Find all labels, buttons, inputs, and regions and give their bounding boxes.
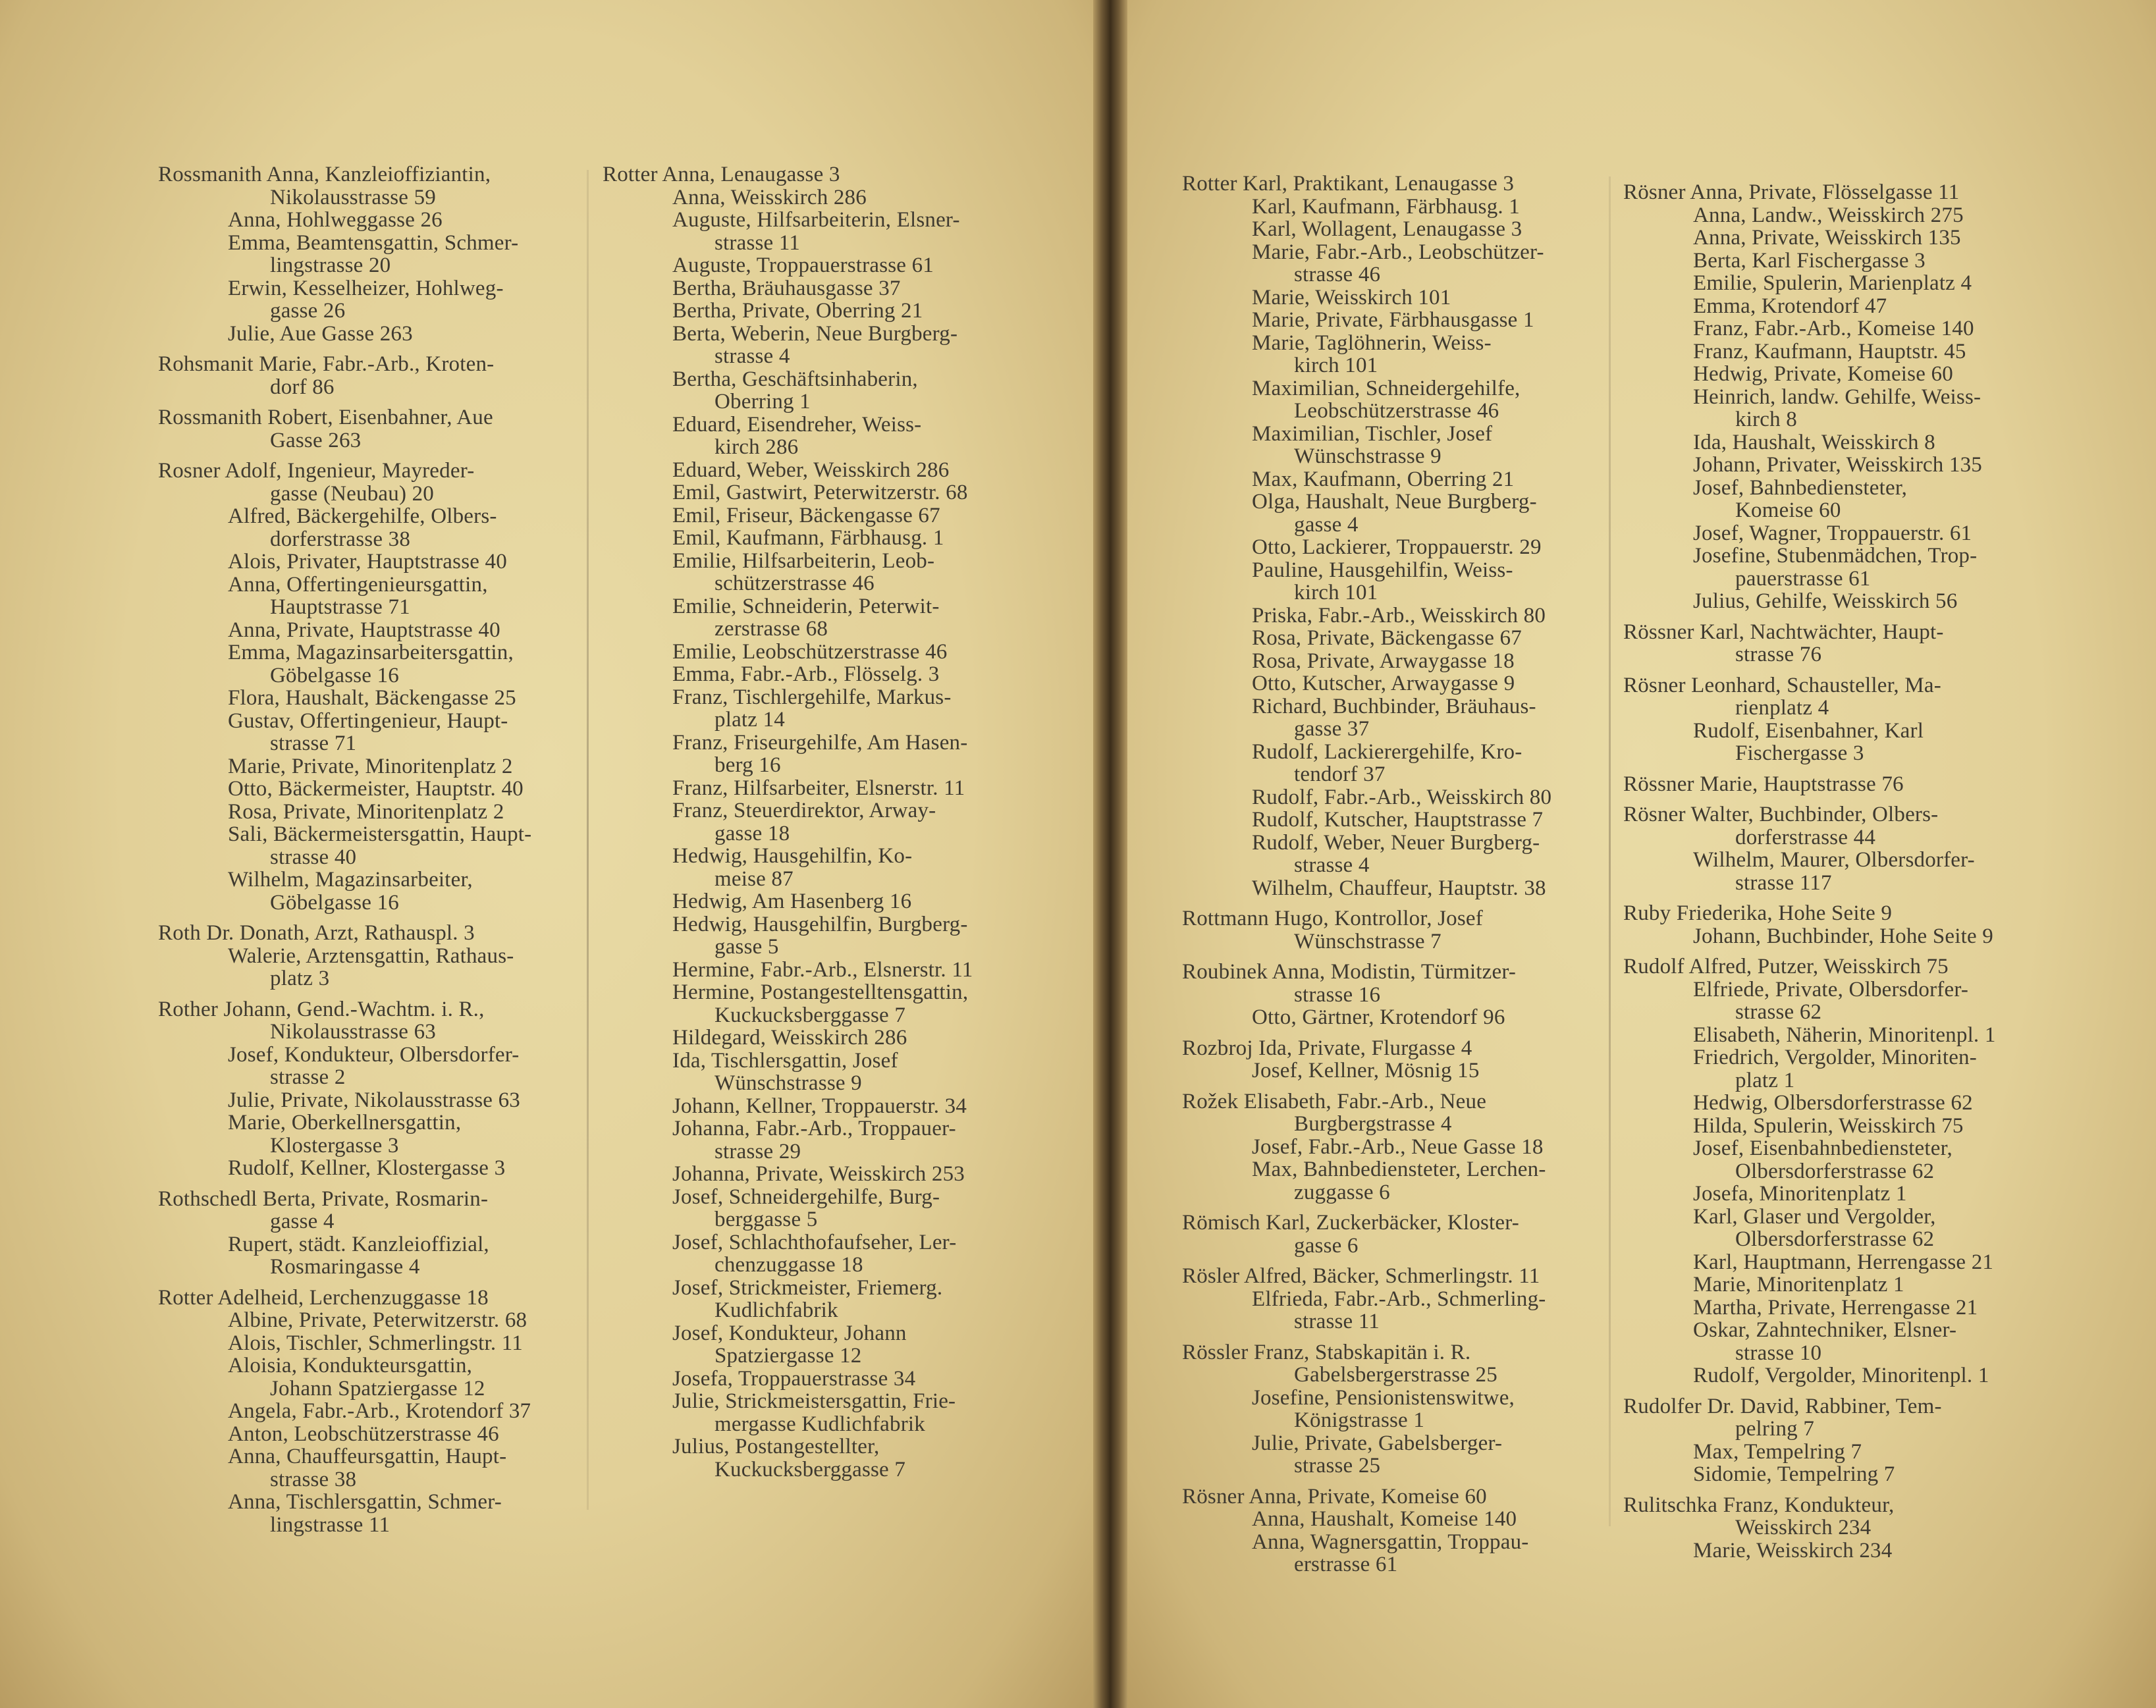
directory-entry-continuation: strasse 4 xyxy=(1294,853,1370,877)
directory-entry-continuation: Hauptstrasse 71 xyxy=(270,595,410,619)
directory-subentry: Anna, Weisskirch 286 xyxy=(672,185,867,209)
directory-subentry: Rudolf, Fabr.-Arb., Weisskirch 80 xyxy=(1252,785,1552,809)
directory-subentry: Karl, Wollagent, Lenaugasse 3 xyxy=(1252,217,1523,241)
directory-entry-continuation: Fischergasse 3 xyxy=(1735,741,1864,765)
directory-entry: Rother Johann, Gend.-Wachtm. i. R., xyxy=(158,997,485,1021)
directory-subentry: Wilhelm, Chauffeur, Hauptstr. 38 xyxy=(1252,876,1546,900)
directory-subentry: Franz, Steuerdirektor, Arway- xyxy=(672,799,936,822)
directory-subentry: Emma, Fabr.-Arb., Flösselg. 3 xyxy=(672,662,940,686)
directory-entry-continuation: mergasse Kudlichfabrik xyxy=(714,1412,925,1436)
directory-column-4 xyxy=(1623,181,2058,1562)
directory-entry-continuation: meise 87 xyxy=(714,867,794,891)
directory-entry-continuation: platz 14 xyxy=(714,708,785,732)
directory-entry-continuation: pelring 7 xyxy=(1735,1417,1815,1441)
directory-entry-continuation: gasse 37 xyxy=(1294,717,1370,741)
directory-subentry: Marie, Private, Minoritenplatz 2 xyxy=(228,754,513,778)
directory-subentry: Anna, Landw., Weisskirch 275 xyxy=(1693,203,1964,227)
directory-entry-continuation: Wünschstrasse 9 xyxy=(1294,444,1442,468)
directory-subentry: Alois, Tischler, Schmerlingstr. 11 xyxy=(228,1331,523,1355)
directory-subentry: Rosa, Private, Arwaygasse 18 xyxy=(1252,649,1515,673)
directory-subentry: Marie, Minoritenplatz 1 xyxy=(1693,1273,1904,1296)
directory-subentry: Franz, Friseurgehilfe, Am Hasen- xyxy=(672,730,968,755)
directory-entry-continuation: strasse 46 xyxy=(1294,263,1381,286)
directory-entry-continuation: dorferstrasse 38 xyxy=(270,527,411,551)
directory-entry: Rulitschka Franz, Kondukteur, xyxy=(1623,1493,1895,1517)
directory-entry-continuation: Leobschützerstrasse 46 xyxy=(1294,399,1499,423)
directory-subentry: Marie, Taglöhnerin, Weiss- xyxy=(1252,331,1492,355)
directory-subentry: Otto, Kutscher, Arwaygasse 9 xyxy=(1252,672,1515,695)
directory-subentry: Emma, Beamtensgattin, Schmer- xyxy=(228,230,519,255)
directory-subentry: Auguste, Hilfsarbeiterin, Elsner- xyxy=(672,208,960,232)
directory-subentry: Emilie, Spulerin, Marienplatz 4 xyxy=(1693,271,1972,295)
directory-subentry: Josef, Kondukteur, Olbersdorfer- xyxy=(228,1042,520,1067)
directory-subentry: Josefine, Stubenmädchen, Trop- xyxy=(1693,544,1978,568)
directory-entry: Rotter Karl, Praktikant, Lenaugasse 3 xyxy=(1182,172,1515,196)
directory-subentry: Sidomie, Tempelring 7 xyxy=(1693,1462,1895,1486)
directory-entry-continuation: strasse 4 xyxy=(714,344,790,368)
directory-subentry: Hildegard, Weisskirch 286 xyxy=(672,1026,907,1050)
directory-subentry: Rudolf, Lackierergehilfe, Kro- xyxy=(1252,739,1523,764)
directory-entry-continuation: Wünschstrasse 9 xyxy=(714,1071,862,1095)
directory-subentry: Franz, Kaufmann, Hauptstr. 45 xyxy=(1693,339,1966,363)
directory-entry-continuation: gasse 26 xyxy=(270,299,346,323)
directory-subentry: Rudolf, Weber, Neuer Burgberg- xyxy=(1252,830,1540,855)
directory-subentry: Anna, Haushalt, Komeise 140 xyxy=(1252,1507,1517,1531)
directory-entry: Rothschedl Berta, Private, Rosmarin- xyxy=(158,1187,489,1211)
directory-entry-continuation: strasse 117 xyxy=(1735,870,1832,895)
directory-subentry: Josef, Schneidergehilfe, Burg- xyxy=(672,1185,940,1209)
directory-entry-continuation: platz 1 xyxy=(1735,1068,1795,1092)
book-gutter xyxy=(1093,0,1127,1708)
directory-entry-continuation: Kuckucksberggasse 7 xyxy=(714,1457,906,1481)
directory-entry-continuation: Johann Spatziergasse 12 xyxy=(270,1376,485,1401)
directory-subentry: Bertha, Geschäftsinhaberin, xyxy=(672,367,918,391)
directory-subentry: Emma, Magazinsarbeitersgattin, xyxy=(228,641,514,664)
directory-entry-continuation: strasse 10 xyxy=(1735,1341,1822,1365)
directory-subentry: Berta, Weberin, Neue Burgberg- xyxy=(672,321,958,346)
directory-entry-continuation: strasse 2 xyxy=(270,1065,346,1089)
directory-subentry: Julie, Strickmeistersgattin, Frie- xyxy=(672,1389,956,1413)
column-rule-left xyxy=(587,170,589,1510)
directory-entry-continuation: kirch 8 xyxy=(1735,408,1797,431)
directory-entry: Rossmanith Robert, Eisenbahner, Aue xyxy=(158,406,493,429)
directory-entry: Rohsmanit Marie, Fabr.-Arb., Kroten- xyxy=(158,352,495,376)
directory-subentry: Emilie, Schneiderin, Peterwit- xyxy=(672,594,940,618)
directory-subentry: Johann, Buchbinder, Hohe Seite 9 xyxy=(1693,924,1993,948)
directory-entry-continuation: Olbersdorferstrasse 62 xyxy=(1735,1159,1935,1183)
directory-entry-continuation: Wünschstrasse 7 xyxy=(1294,929,1442,953)
directory-entry-continuation: strasse 38 xyxy=(270,1467,357,1491)
directory-subentry: Anna, Tischlersgattin, Schmer- xyxy=(228,1490,502,1514)
directory-subentry: Hedwig, Hausgehilfin, Burgberg- xyxy=(672,912,968,936)
directory-subentry: Hermine, Fabr.-Arb., Elsnerstr. 11 xyxy=(672,957,973,982)
directory-subentry: Flora, Haushalt, Bäckengasse 25 xyxy=(228,686,516,710)
directory-subentry: Hedwig, Private, Komeise 60 xyxy=(1693,362,1953,386)
directory-subentry: Hedwig, Hausgehilfin, Ko- xyxy=(672,844,913,868)
directory-subentry: Rudolf, Kutscher, Hauptstrasse 7 xyxy=(1252,808,1544,832)
directory-entry-continuation: Olbersdorferstrasse 62 xyxy=(1735,1227,1935,1251)
directory-entry-continuation: berg 16 xyxy=(714,753,781,777)
directory-entry-continuation: chenzuggasse 18 xyxy=(714,1253,863,1277)
directory-entry: Rosner Adolf, Ingenieur, Mayreder- xyxy=(158,459,475,483)
directory-entry-continuation: gasse 4 xyxy=(1294,512,1359,537)
directory-entry: Rossmanith Anna, Kanzleioffiziantin, xyxy=(158,163,491,186)
directory-entry-continuation: Rosmaringasse 4 xyxy=(270,1255,420,1279)
directory-subentry: Elfrieda, Fabr.-Arb., Schmerling- xyxy=(1252,1287,1546,1311)
directory-entry-continuation: platz 3 xyxy=(270,967,330,990)
directory-entry-continuation: strasse 71 xyxy=(270,732,357,755)
directory-subentry: Anton, Leobschützerstrasse 46 xyxy=(228,1422,499,1446)
directory-subentry: Anna, Wagnersgattin, Troppau- xyxy=(1252,1530,1529,1554)
directory-subentry: Auguste, Troppauerstrasse 61 xyxy=(672,254,934,277)
directory-subentry: Anna, Hohlweggasse 26 xyxy=(228,208,443,232)
directory-subentry: Johann, Kellner, Troppauerstr. 34 xyxy=(672,1094,967,1118)
directory-entry-continuation: gasse (Neubau) 20 xyxy=(270,481,434,506)
directory-subentry: Hedwig, Olbersdorferstrasse 62 xyxy=(1693,1091,1973,1115)
directory-subentry: Rosa, Private, Minoritenplatz 2 xyxy=(228,799,504,824)
directory-subentry: Franz, Hilfsarbeiter, Elsnerstr. 11 xyxy=(672,776,965,800)
directory-entry-continuation: Komeise 60 xyxy=(1735,498,1841,522)
directory-subentry: Maximilian, Schneidergehilfe, xyxy=(1252,376,1521,400)
directory-subentry: Josef, Kellner, Mösnig 15 xyxy=(1252,1059,1480,1082)
directory-entry: Roth Dr. Donath, Arzt, Rathauspl. 3 xyxy=(158,921,475,945)
directory-subentry: Julie, Aue Gasse 263 xyxy=(228,321,413,346)
directory-subentry: Josef, Bahnbediensteter, xyxy=(1693,475,1908,500)
directory-subentry: Josef, Wagner, Troppauerstr. 61 xyxy=(1693,521,1972,545)
directory-subentry: Aloisia, Kondukteursgattin, xyxy=(228,1354,473,1377)
directory-entry-continuation: rienplatz 4 xyxy=(1735,696,1829,720)
directory-subentry: Bertha, Private, Oberring 21 xyxy=(672,299,923,323)
directory-entry: Rotter Adelheid, Lerchenzuggasse 18 xyxy=(158,1285,489,1310)
directory-subentry: Julie, Private, Gabelsberger- xyxy=(1252,1431,1503,1455)
directory-subentry: Rudolf, Vergolder, Minoritenpl. 1 xyxy=(1693,1364,1989,1387)
directory-entry: Rösler Alfred, Bäcker, Schmerlingstr. 11 xyxy=(1182,1264,1540,1288)
directory-entry-continuation: lingstrasse 20 xyxy=(270,254,391,277)
directory-entry-continuation: strasse 29 xyxy=(714,1139,801,1163)
directory-entry-continuation: Klostergasse 3 xyxy=(270,1133,399,1158)
directory-subentry: Josef, Strickmeister, Friemerg. xyxy=(672,1275,943,1300)
directory-subentry: Josef, Schlachthofaufseher, Ler- xyxy=(672,1230,957,1254)
directory-entry-continuation: strasse 16 xyxy=(1294,982,1381,1007)
directory-entry: Rozbroj Ida, Private, Flurgasse 4 xyxy=(1182,1036,1472,1060)
directory-subentry: Otto, Lackierer, Troppauerstr. 29 xyxy=(1252,535,1542,559)
directory-subentry: Marie, Fabr.-Arb., Leobschützer- xyxy=(1252,240,1544,264)
directory-entry-continuation: strasse 40 xyxy=(270,845,357,869)
directory-subentry: Karl, Hauptmann, Herrengasse 21 xyxy=(1693,1250,1994,1274)
directory-entry: Rössner Karl, Nachtwächter, Haupt- xyxy=(1623,620,1944,644)
directory-entry-continuation: dorferstrasse 44 xyxy=(1735,825,1876,849)
directory-entry-continuation: Kudlichfabrik xyxy=(714,1298,838,1322)
directory-subentry: Alfred, Bäckergehilfe, Olbers- xyxy=(228,504,497,528)
directory-subentry: Ida, Haushalt, Weisskirch 8 xyxy=(1693,430,1935,454)
directory-subentry: Rupert, städt. Kanzleioffizial, xyxy=(228,1232,489,1256)
directory-subentry: Friedrich, Vergolder, Minoriten- xyxy=(1693,1046,1977,1069)
directory-subentry: Bertha, Bräuhausgasse 37 xyxy=(672,276,901,300)
directory-subentry: Priska, Fabr.-Arb., Weisskirch 80 xyxy=(1252,603,1546,627)
directory-entry-continuation: Oberring 1 xyxy=(714,390,811,414)
directory-subentry: Emma, Krotendorf 47 xyxy=(1693,294,1887,318)
directory-subentry: Hedwig, Am Hasenberg 16 xyxy=(672,890,912,913)
directory-entry: Rotter Anna, Lenaugasse 3 xyxy=(603,163,840,186)
directory-subentry: Gustav, Offertingenieur, Haupt- xyxy=(228,708,508,733)
directory-subentry: Johann, Privater, Weisskirch 135 xyxy=(1693,453,1982,477)
directory-entry-continuation: strasse 11 xyxy=(714,230,801,255)
directory-subentry: Emil, Gastwirt, Peterwitzerstr. 68 xyxy=(672,481,968,504)
directory-subentry: Erwin, Kesselheizer, Hohlweg- xyxy=(228,276,504,300)
directory-subentry: Max, Bahnbediensteter, Lerchen- xyxy=(1252,1158,1546,1181)
directory-entry-continuation: kirch 101 xyxy=(1294,581,1378,604)
directory-subentry: Josef, Fabr.-Arb., Neue Gasse 18 xyxy=(1252,1134,1544,1159)
directory-subentry: Emilie, Hilfsarbeiterin, Leob- xyxy=(672,548,935,573)
directory-subentry: Emil, Friseur, Bäckengasse 67 xyxy=(672,503,940,527)
directory-subentry: Julie, Private, Nikolausstrasse 63 xyxy=(228,1088,520,1112)
directory-subentry: Anna, Private, Weisskirch 135 xyxy=(1693,226,1961,250)
directory-subentry: Heinrich, landw. Gehilfe, Weiss- xyxy=(1693,385,1981,409)
directory-entry: Römisch Karl, Zuckerbäcker, Kloster- xyxy=(1182,1211,1519,1235)
directory-entry-continuation: lingstrasse 11 xyxy=(270,1512,391,1537)
directory-entry: Rösner Anna, Private, Komeise 60 xyxy=(1182,1484,1487,1508)
directory-entry-continuation: Kuckucksberggasse 7 xyxy=(714,1003,906,1027)
directory-entry-continuation: gasse 5 xyxy=(714,935,779,959)
directory-entry: Rudolfer Dr. David, Rabbiner, Tem- xyxy=(1623,1394,1942,1418)
directory-subentry: Josef, Eisenbahnbediensteter, xyxy=(1693,1136,1953,1160)
directory-subentry: Julius, Postangestellter, xyxy=(672,1435,880,1458)
directory-entry-continuation: Königstrasse 1 xyxy=(1294,1408,1425,1432)
directory-subentry: Emilie, Leobschützerstrasse 46 xyxy=(672,639,948,664)
directory-subentry: Josefa, Troppauerstrasse 34 xyxy=(672,1366,916,1391)
directory-entry-continuation: Nikolausstrasse 59 xyxy=(270,185,436,209)
directory-subentry: Walerie, Arztensgattin, Rathaus- xyxy=(228,944,514,968)
directory-entry-continuation: Gabelsbergerstrasse 25 xyxy=(1294,1363,1497,1387)
directory-subentry: Rudolf, Eisenbahner, Karl xyxy=(1693,718,1924,743)
directory-entry-continuation: Göbelgasse 16 xyxy=(270,890,399,915)
directory-entry-continuation: gasse 6 xyxy=(1294,1233,1359,1258)
directory-entry: Rösner Leonhard, Schausteller, Ma- xyxy=(1623,673,1941,697)
directory-subentry: Emil, Kaufmann, Färbhausg. 1 xyxy=(672,526,944,550)
directory-entry-continuation: strasse 25 xyxy=(1294,1454,1381,1478)
directory-subentry: Josef, Kondukteur, Johann xyxy=(672,1321,907,1345)
directory-subentry: Otto, Bäckermeister, Hauptstr. 40 xyxy=(228,777,524,801)
directory-subentry: Sali, Bäckermeistersgattin, Haupt- xyxy=(228,822,532,846)
directory-entry-continuation: Nikolausstrasse 63 xyxy=(270,1020,436,1044)
directory-entry-continuation: Göbelgasse 16 xyxy=(270,663,399,687)
directory-subentry: Johanna, Private, Weisskirch 253 xyxy=(672,1162,965,1186)
directory-subentry: Marie, Weisskirch 101 xyxy=(1252,285,1451,309)
directory-entry-continuation: Gasse 263 xyxy=(270,428,362,452)
directory-entry-continuation: gasse 4 xyxy=(270,1210,335,1233)
directory-subentry: Eduard, Eisendreher, Weiss- xyxy=(672,412,922,437)
directory-subentry: Hermine, Postangestelltensgattin, xyxy=(672,980,969,1004)
directory-subentry: Karl, Glaser und Vergolder, xyxy=(1693,1204,1936,1229)
directory-entry: Rottmann Hugo, Kontrollor, Josef xyxy=(1182,907,1483,930)
directory-subentry: Anna, Chauffeursgattin, Haupt- xyxy=(228,1445,507,1468)
directory-subentry: Pauline, Hausgehilfin, Weiss- xyxy=(1252,558,1513,582)
directory-subentry: Anna, Offertingenieursgattin, xyxy=(228,572,488,597)
directory-entry-continuation: strasse 62 xyxy=(1735,1000,1822,1024)
directory-entry: Rösner Walter, Buchbinder, Olbers- xyxy=(1623,803,1939,826)
directory-entry-continuation: kirch 286 xyxy=(714,435,799,459)
directory-subentry: Max, Kaufmann, Oberring 21 xyxy=(1252,467,1515,491)
directory-subentry: Josefa, Minoritenplatz 1 xyxy=(1693,1182,1907,1206)
directory-entry-continuation: erstrasse 61 xyxy=(1294,1553,1398,1576)
directory-entry-continuation: zerstrasse 68 xyxy=(714,617,828,641)
directory-subentry: Berta, Karl Fischergasse 3 xyxy=(1693,248,1926,273)
directory-subentry: Elfriede, Private, Olbersdorfer- xyxy=(1693,977,1969,1001)
directory-subentry: Julius, Gehilfe, Weisskirch 56 xyxy=(1693,589,1958,613)
directory-subentry: Elisabeth, Näherin, Minoritenpl. 1 xyxy=(1693,1023,1996,1047)
directory-entry: Rudolf Alfred, Putzer, Weisskirch 75 xyxy=(1623,955,1949,978)
directory-column-3 xyxy=(1182,173,1610,1576)
directory-subentry: Albine, Private, Peterwitzerstr. 68 xyxy=(228,1308,527,1332)
directory-entry-continuation: strasse 11 xyxy=(1294,1310,1380,1333)
directory-entry: Ruby Friederika, Hohe Seite 9 xyxy=(1623,901,1893,925)
directory-entry-continuation: zuggasse 6 xyxy=(1294,1180,1390,1204)
directory-entry-continuation: tendorf 37 xyxy=(1294,762,1386,786)
directory-entry-continuation: schützerstrasse 46 xyxy=(714,572,875,595)
directory-entry-continuation: dorf 86 xyxy=(270,375,335,399)
directory-entry: Rössner Marie, Hauptstrasse 76 xyxy=(1623,772,1904,796)
directory-column-2 xyxy=(603,163,1031,1481)
directory-subentry: Karl, Kaufmann, Färbhausg. 1 xyxy=(1252,194,1520,219)
directory-column-1 xyxy=(158,163,579,1536)
directory-subentry: Anna, Private, Hauptstrasse 40 xyxy=(228,618,500,642)
directory-subentry: Maximilian, Tischler, Josef xyxy=(1252,421,1493,446)
directory-subentry: Johanna, Fabr.-Arb., Troppauer- xyxy=(672,1117,956,1140)
directory-subentry: Martha, Private, Herrengasse 21 xyxy=(1693,1295,1978,1320)
directory-subentry: Josefine, Pensionistenswitwe, xyxy=(1252,1385,1515,1410)
directory-entry-continuation: Weisskirch 234 xyxy=(1735,1516,1872,1539)
directory-subentry: Rudolf, Kellner, Klostergasse 3 xyxy=(228,1156,506,1180)
directory-entry-continuation: Spatziergasse 12 xyxy=(714,1344,862,1368)
directory-subentry: Hilda, Spulerin, Weisskirch 75 xyxy=(1693,1113,1964,1138)
directory-subentry: Eduard, Weber, Weisskirch 286 xyxy=(672,458,950,482)
directory-subentry: Marie, Oberkellnersgattin, xyxy=(228,1111,462,1134)
directory-subentry: Marie, Private, Färbhausgasse 1 xyxy=(1252,308,1534,332)
directory-entry: Roubinek Anna, Modistin, Türmitzer- xyxy=(1182,960,1517,984)
directory-entry-continuation: gasse 18 xyxy=(714,821,790,845)
directory-entry-continuation: Burgbergstrasse 4 xyxy=(1294,1112,1452,1136)
directory-subentry: Ida, Tischlersgattin, Josef xyxy=(672,1048,898,1073)
directory-subentry: Angela, Fabr.-Arb., Krotendorf 37 xyxy=(228,1399,531,1423)
directory-entry-continuation: strasse 76 xyxy=(1735,643,1822,666)
directory-entry-continuation: berggasse 5 xyxy=(714,1208,818,1231)
directory-subentry: Max, Tempelring 7 xyxy=(1693,1439,1862,1464)
directory-entry-continuation: kirch 101 xyxy=(1294,354,1378,377)
directory-subentry: Marie, Weisskirch 234 xyxy=(1693,1538,1893,1562)
directory-subentry: Rosa, Private, Bäckengasse 67 xyxy=(1252,626,1522,650)
directory-entry: Rösner Anna, Private, Flösselgasse 11 xyxy=(1623,180,1960,204)
directory-subentry: Oskar, Zahntechniker, Elsner- xyxy=(1693,1318,1957,1342)
directory-subentry: Alois, Privater, Hauptstrasse 40 xyxy=(228,550,507,574)
directory-subentry: Wilhelm, Magazinsarbeiter, xyxy=(228,868,473,892)
directory-subentry: Franz, Tischlergehilfe, Markus- xyxy=(672,685,952,709)
directory-subentry: Olga, Haushalt, Neue Burgberg- xyxy=(1252,490,1537,514)
directory-subentry: Franz, Fabr.-Arb., Komeise 140 xyxy=(1693,317,1974,340)
directory-entry: Rössler Franz, Stabskapitän i. R. xyxy=(1182,1340,1471,1364)
directory-subentry: Richard, Buchbinder, Bräuhaus- xyxy=(1252,694,1536,718)
directory-entry-continuation: pauerstrasse 61 xyxy=(1735,566,1871,591)
directory-subentry: Otto, Gärtner, Krotendorf 96 xyxy=(1252,1005,1505,1029)
directory-entry: Rožek Elisabeth, Fabr.-Arb., Neue xyxy=(1182,1089,1487,1113)
directory-subentry: Wilhelm, Maurer, Olbersdorfer- xyxy=(1693,848,1975,872)
